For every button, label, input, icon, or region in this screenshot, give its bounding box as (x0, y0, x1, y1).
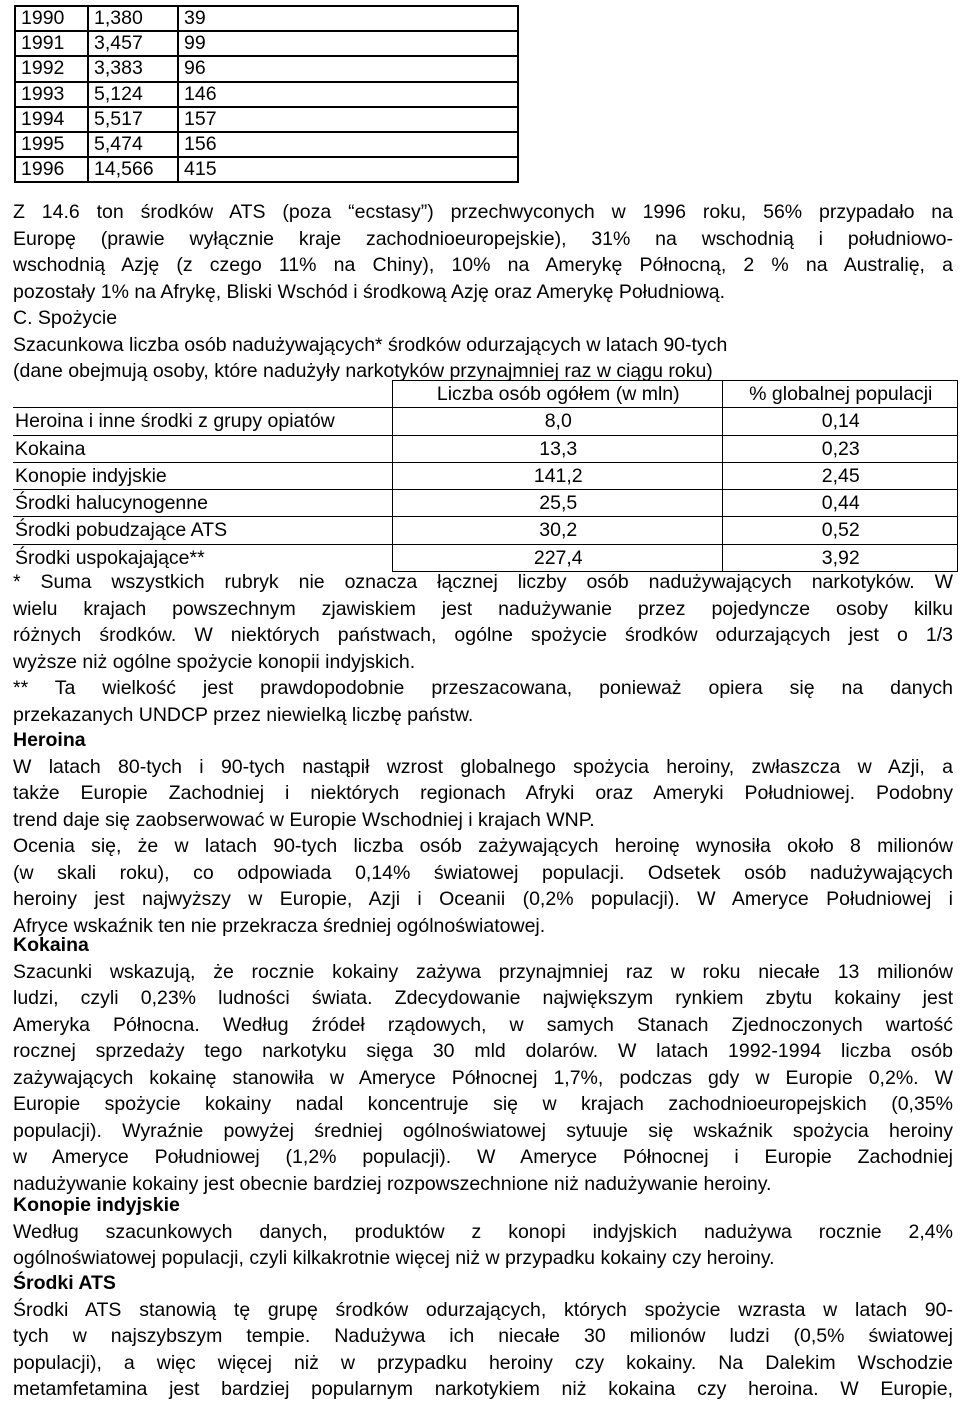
text-line: Z 14.6 ton środków ATS (poza “ecstasy”) przechwyconych w 1996 roku, 56% przypadało na (13, 201, 953, 223)
text-line: Według szacunkowych danych, produktów z konopi indyjskich nadużywa rocznie 2,4% (13, 1220, 953, 1243)
text-line: Środki ATS stanowią tę grupę środków odurzających, których spożycie wzrasta w latach 90- (13, 1298, 953, 1321)
section-heading: C. Spożycie (13, 307, 118, 329)
text-line: Afryce wskaźnik ten nie przekracza średniej ogólnoświatowej. (13, 914, 546, 937)
table-cell: 3,457 (88, 31, 178, 56)
table-cell: 14,566 (88, 157, 178, 182)
table-cell: 0,14 (722, 408, 958, 435)
table-cell: 156 (178, 132, 518, 157)
table-header-cell: Liczba osób ogółem (w mln) (393, 381, 722, 408)
table-cell: 30,2 (393, 517, 722, 544)
table-cell: 157 (178, 107, 518, 132)
table-row (15, 56, 518, 81)
heroina-section (13, 727, 953, 939)
consumption-table (13, 380, 958, 572)
text-line: Europę (prawie wyłącznie kraje zachodnioeuropejskie), 31% na wschodnią i południowo- (13, 227, 953, 250)
table-caption-note: (dane obejmują osoby, które nadużyły narkotyków przynajmniej raz w ciągu roku) (13, 360, 713, 382)
table-cell: Środki uspokajające** (13, 544, 393, 571)
table-row (13, 462, 958, 489)
table-cell: 1994 (15, 107, 88, 132)
text-line: Ocenia się, że w latach 90-tych liczba osób zażywających heroinę wynosiła około 8 milionów (13, 835, 953, 857)
text-line: ogólnoświatowej populacji, czyli kilkakrotnie więcej niż w przypadku kokainy czy heroiny. (13, 1247, 775, 1269)
section-heading: Kokaina (13, 934, 89, 956)
notes (13, 569, 953, 728)
table-row (13, 517, 958, 544)
table-row (15, 107, 518, 132)
table-header-row (13, 381, 958, 408)
table-header-cell: % globalnej populacji (722, 381, 958, 408)
table-cell: 96 (178, 56, 518, 81)
table-cell: 227,4 (393, 544, 722, 571)
section-heading: Środki ATS (13, 1272, 116, 1294)
table-cell: 1996 (15, 157, 88, 182)
table-row (15, 82, 518, 107)
intro-paragraph (13, 199, 953, 305)
table-cell: 39 (178, 6, 518, 31)
table-cell: 3,383 (88, 56, 178, 81)
table-cell: 8,0 (393, 408, 722, 435)
table-cell: 5,517 (88, 107, 178, 132)
text-line: ludzi, czyli 0,23% ludności świata. Zdecydowanie największym rynkiem zbytu kokainy jest (13, 987, 953, 1009)
table-cell: 1995 (15, 132, 88, 157)
table-row (13, 408, 958, 435)
text-line: tych w najszybszym tempie. Nadużywa ich niecałe 30 milionów ludzi (0,5% światowej (13, 1325, 953, 1347)
table-cell: Kokaina (13, 435, 393, 462)
table-row (15, 157, 518, 182)
ats-section (13, 1270, 953, 1403)
table-caption: Szacunkowa liczba osób nadużywających* środków odurzających w latach 90-tych (13, 333, 728, 356)
section-c (13, 305, 953, 385)
text-line: heroiny jest najwyższy w Europie, Azji i Oceanii (0,2% populacji). W Ameryce Południowej i (13, 888, 953, 910)
text-line: populacji). Wyraźnie powyżej średniej ogólnoświatowej sytuuje się wskaźnik spożycia heroiny (13, 1119, 953, 1142)
table-row (13, 544, 958, 571)
table-cell: 146 (178, 82, 518, 107)
table-cell: 2,45 (722, 462, 958, 489)
table-cell: 0,52 (722, 517, 958, 544)
table-row (13, 490, 958, 517)
table-cell: 1,380 (88, 6, 178, 31)
text-line: (w skali roku), co odpowiada 0,14% światowej populacji. Odsetek osób nadużywających (13, 861, 953, 884)
text-line: Szacunki wskazują, że rocznie kokainy zażywa przynajmniej raz w roku niecałe 13 milionów (13, 960, 953, 983)
table-row (13, 435, 958, 462)
text-line: wyższe niż ogólne spożycie konopii indyjskich. (13, 650, 416, 673)
table-cell: 5,124 (88, 82, 178, 107)
table-row (15, 6, 518, 31)
kokaina-section (13, 932, 953, 1197)
text-line: Europie spożycie kokainy nadal koncentruje się w krajach zachodnioeuropejskich (0,35% (13, 1093, 953, 1115)
text-line: także Europie Zachodniej i niektórych regionach Afryki oraz Ameryki Południowej. Podobny (13, 782, 953, 804)
text-line: różnych środków. W niektórych państwach, ogólne spożycie środków odurzających jest o 1/3 (13, 624, 953, 646)
text-line: wschodnią Azję (z czego 11% na Chiny), 10% na Amerykę Północną, 2 % na Australię, a (13, 254, 953, 276)
text-line: * Suma wszystkich rubryk nie oznacza łącznej liczby osób nadużywających narkotyków. W (13, 571, 953, 593)
text-line: metamfetamina jest bardziej popularnym narkotykiem niż kokaina czy heroina. W Europie, (13, 1378, 953, 1400)
table-cell: 415 (178, 157, 518, 182)
text-line: nadużywanie kokainy jest obecnie bardziej rozpowszechnione niż nadużywanie heroiny. (13, 1172, 772, 1195)
table-row (15, 31, 518, 56)
text-line: w Ameryce Południowej (1,2% populacji). W Ameryce Północnej i Europie Zachodniej (13, 1146, 953, 1168)
text-line: trend daje się zaobserwować w Europie Wschodniej i krajach WNP. (13, 808, 595, 831)
text-line: Ameryka Północna. Według źródeł rządowych, w samych Stanach Zjednoczonych wartość (13, 1013, 953, 1036)
table-cell: 13,3 (393, 435, 722, 462)
text-line: zażywających kokainę stanowiła w Ameryce Północnej 1,7%, podczas gdy w Europie 0,2%. W (13, 1066, 953, 1089)
table-cell: 1991 (15, 31, 88, 56)
table-cell: Heroina i inne środki z grupy opiatów (13, 408, 393, 435)
table-cell: 99 (178, 31, 518, 56)
table-cell: Konopie indyjskie (13, 462, 393, 489)
section-heading: Heroina (13, 729, 86, 751)
text-line: pozostały 1% na Afrykę, Bliski Wschód i środkową Azję oraz Amerykę Południową. (13, 280, 726, 303)
table-cell: 5,474 (88, 132, 178, 157)
konopie-section (13, 1192, 953, 1272)
table-cell: 1992 (15, 56, 88, 81)
text-line: rocznej sprzedaży tego narkotyku sięga 30 mld dolarów. W latach 1992-1994 liczba osób (13, 1040, 953, 1062)
section-heading: Konopie indyjskie (13, 1194, 180, 1216)
text-line: W latach 80-tych i 90-tych nastąpił wzrost globalnego spożycia heroiny, zwłaszcza w Azji, a (13, 755, 953, 778)
table-cell: 141,2 (393, 462, 722, 489)
table-cell: 1993 (15, 82, 88, 107)
table-cell: 3,92 (722, 544, 958, 571)
table-cell: 1990 (15, 6, 88, 31)
text-line: populacji), a więc więcej niż w przypadku heroiny czy kokainy. Na Dalekim Wschodzie (13, 1351, 953, 1374)
table-header-cell (13, 381, 393, 408)
text-line: przekazanych UNDCP przez niewielką liczbę państw. (13, 703, 474, 726)
table-cell: 0,44 (722, 490, 958, 517)
text-line: wielu krajach powszechnym zjawiskiem jest nadużywanie przez pojedyncze osoby kilku (13, 597, 953, 620)
table-row (15, 132, 518, 157)
table-cell: 25,5 (393, 490, 722, 517)
seizure-table (14, 5, 519, 183)
table-cell: 0,23 (722, 435, 958, 462)
text-line: ** Ta wielkość jest prawdopodobnie przeszacowana, ponieważ opiera się na danych (13, 677, 953, 699)
table-cell: Środki halucynogenne (13, 490, 393, 517)
table-cell: Środki pobudzające ATS (13, 517, 393, 544)
